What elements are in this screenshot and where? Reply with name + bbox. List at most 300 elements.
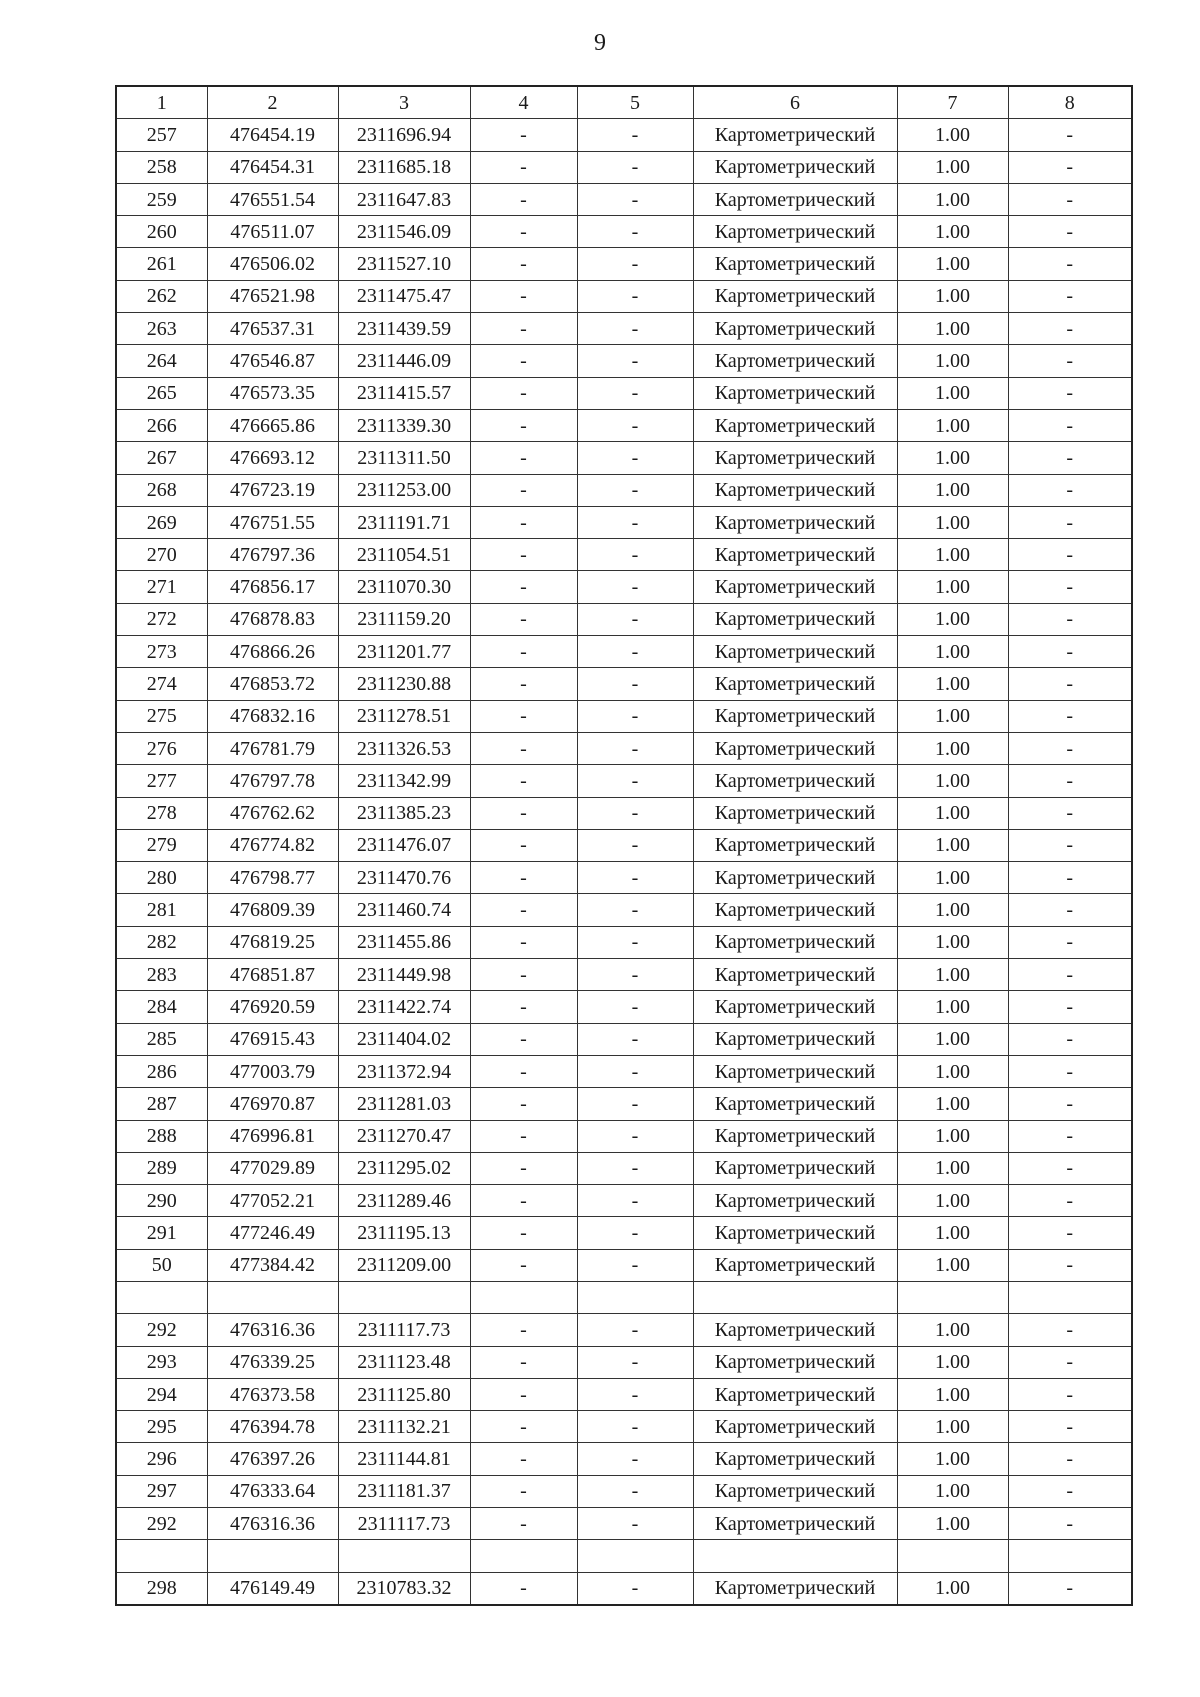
table-body xyxy=(116,119,1132,1605)
y-coordinate-cell: 2311415.57 xyxy=(338,377,470,409)
column-5-cell: - xyxy=(577,280,693,312)
column-5-cell xyxy=(577,1540,693,1572)
x-coordinate-cell: 477003.79 xyxy=(207,1055,338,1087)
column-4-cell: - xyxy=(470,926,577,958)
x-coordinate-cell: 477384.42 xyxy=(207,1249,338,1281)
y-coordinate-cell: 2311372.94 xyxy=(338,1055,470,1087)
method-cell: Картометрический xyxy=(693,765,897,797)
x-coordinate-cell: 476394.78 xyxy=(207,1411,338,1443)
y-coordinate-cell xyxy=(338,1281,470,1313)
column-8-cell: - xyxy=(1008,409,1132,441)
table-row xyxy=(116,1249,1132,1281)
column-8-cell: - xyxy=(1008,1023,1132,1055)
column-5-cell: - xyxy=(577,894,693,926)
point-number-cell: 270 xyxy=(116,539,207,571)
method-cell: Картометрический xyxy=(693,959,897,991)
point-number-cell: 279 xyxy=(116,829,207,861)
accuracy-cell: 1.00 xyxy=(897,732,1008,764)
column-header: 2 xyxy=(207,86,338,119)
column-4-cell: - xyxy=(470,959,577,991)
y-coordinate-cell: 2311476.07 xyxy=(338,829,470,861)
table-row xyxy=(116,1120,1132,1152)
column-header: 4 xyxy=(470,86,577,119)
accuracy-cell: 1.00 xyxy=(897,151,1008,183)
column-5-cell: - xyxy=(577,313,693,345)
y-coordinate-cell: 2311696.94 xyxy=(338,119,470,151)
table-row xyxy=(116,1152,1132,1184)
method-cell: Картометрический xyxy=(693,1314,897,1346)
y-coordinate-cell: 2311132.21 xyxy=(338,1411,470,1443)
method-cell: Картометрический xyxy=(693,313,897,345)
accuracy-cell: 1.00 xyxy=(897,1411,1008,1443)
method-cell: Картометрический xyxy=(693,1572,897,1605)
point-number-cell: 298 xyxy=(116,1572,207,1605)
column-5-cell xyxy=(577,1281,693,1313)
point-number-cell: 297 xyxy=(116,1475,207,1507)
method-cell: Картометрический xyxy=(693,183,897,215)
table-row xyxy=(116,248,1132,280)
column-4-cell xyxy=(470,1281,577,1313)
column-5-cell: - xyxy=(577,862,693,894)
column-5-cell: - xyxy=(577,1185,693,1217)
column-8-cell xyxy=(1008,1281,1132,1313)
table-row xyxy=(116,732,1132,764)
method-cell: Картометрический xyxy=(693,1055,897,1087)
table-row xyxy=(116,442,1132,474)
table-row xyxy=(116,926,1132,958)
column-8-cell: - xyxy=(1008,765,1132,797)
y-coordinate-cell: 2311404.02 xyxy=(338,1023,470,1055)
accuracy-cell xyxy=(897,1540,1008,1572)
column-8-cell: - xyxy=(1008,1411,1132,1443)
accuracy-cell: 1.00 xyxy=(897,571,1008,603)
column-8-cell: - xyxy=(1008,377,1132,409)
point-number-cell: 265 xyxy=(116,377,207,409)
x-coordinate-cell: 476751.55 xyxy=(207,506,338,538)
column-5-cell: - xyxy=(577,248,693,280)
column-8-cell: - xyxy=(1008,829,1132,861)
accuracy-cell: 1.00 xyxy=(897,636,1008,668)
accuracy-cell: 1.00 xyxy=(897,991,1008,1023)
column-4-cell: - xyxy=(470,1249,577,1281)
column-8-cell: - xyxy=(1008,571,1132,603)
accuracy-cell: 1.00 xyxy=(897,668,1008,700)
column-8-cell: - xyxy=(1008,1346,1132,1378)
column-4-cell: - xyxy=(470,765,577,797)
accuracy-cell: 1.00 xyxy=(897,474,1008,506)
point-number-cell: 292 xyxy=(116,1314,207,1346)
point-number-cell: 268 xyxy=(116,474,207,506)
column-8-cell: - xyxy=(1008,1185,1132,1217)
column-4-cell: - xyxy=(470,1120,577,1152)
column-5-cell: - xyxy=(577,1217,693,1249)
y-coordinate-cell: 2311546.09 xyxy=(338,216,470,248)
x-coordinate-cell: 476546.87 xyxy=(207,345,338,377)
point-number-cell: 271 xyxy=(116,571,207,603)
y-coordinate-cell: 2311475.47 xyxy=(338,280,470,312)
method-cell: Картометрический xyxy=(693,119,897,151)
y-coordinate-cell: 2311144.81 xyxy=(338,1443,470,1475)
point-number-cell: 291 xyxy=(116,1217,207,1249)
x-coordinate-cell: 476797.36 xyxy=(207,539,338,571)
y-coordinate-cell: 2311385.23 xyxy=(338,797,470,829)
column-5-cell: - xyxy=(577,1411,693,1443)
x-coordinate-cell: 476316.36 xyxy=(207,1508,338,1540)
accuracy-cell: 1.00 xyxy=(897,1572,1008,1605)
column-4-cell: - xyxy=(470,183,577,215)
x-coordinate-cell: 476920.59 xyxy=(207,991,338,1023)
accuracy-cell: 1.00 xyxy=(897,797,1008,829)
coordinates-table xyxy=(115,85,1133,1606)
column-5-cell: - xyxy=(577,571,693,603)
table-row xyxy=(116,862,1132,894)
method-cell: Картометрический xyxy=(693,991,897,1023)
method-cell: Картометрический xyxy=(693,377,897,409)
point-number-cell: 288 xyxy=(116,1120,207,1152)
point-number-cell: 294 xyxy=(116,1378,207,1410)
column-4-cell: - xyxy=(470,1055,577,1087)
point-number-cell: 286 xyxy=(116,1055,207,1087)
column-5-cell: - xyxy=(577,216,693,248)
column-8-cell: - xyxy=(1008,926,1132,958)
column-5-cell: - xyxy=(577,797,693,829)
y-coordinate-cell: 2311123.48 xyxy=(338,1346,470,1378)
table-row xyxy=(116,894,1132,926)
column-5-cell: - xyxy=(577,1378,693,1410)
point-number-cell xyxy=(116,1281,207,1313)
column-4-cell: - xyxy=(470,248,577,280)
column-8-cell: - xyxy=(1008,1055,1132,1087)
column-4-cell: - xyxy=(470,442,577,474)
y-coordinate-cell: 2311685.18 xyxy=(338,151,470,183)
column-8-cell: - xyxy=(1008,668,1132,700)
column-8-cell xyxy=(1008,1540,1132,1572)
x-coordinate-cell: 476878.83 xyxy=(207,603,338,635)
column-5-cell: - xyxy=(577,539,693,571)
method-cell: Картометрический xyxy=(693,862,897,894)
column-8-cell: - xyxy=(1008,119,1132,151)
accuracy-cell: 1.00 xyxy=(897,1508,1008,1540)
x-coordinate-cell: 476454.19 xyxy=(207,119,338,151)
table-row xyxy=(116,571,1132,603)
x-coordinate-cell: 476537.31 xyxy=(207,313,338,345)
column-header: 3 xyxy=(338,86,470,119)
column-8-cell: - xyxy=(1008,345,1132,377)
x-coordinate-cell: 476551.54 xyxy=(207,183,338,215)
column-4-cell: - xyxy=(470,829,577,861)
accuracy-cell: 1.00 xyxy=(897,894,1008,926)
y-coordinate-cell: 2311527.10 xyxy=(338,248,470,280)
method-cell: Картометрический xyxy=(693,1475,897,1507)
accuracy-cell: 1.00 xyxy=(897,1055,1008,1087)
point-number-cell: 262 xyxy=(116,280,207,312)
column-5-cell: - xyxy=(577,345,693,377)
column-8-cell: - xyxy=(1008,1314,1132,1346)
accuracy-cell: 1.00 xyxy=(897,700,1008,732)
method-cell: Картометрический xyxy=(693,636,897,668)
column-8-cell: - xyxy=(1008,894,1132,926)
column-4-cell: - xyxy=(470,636,577,668)
table-row xyxy=(116,1185,1132,1217)
y-coordinate-cell: 2311117.73 xyxy=(338,1508,470,1540)
method-cell: Картометрический xyxy=(693,829,897,861)
table-row xyxy=(116,183,1132,215)
point-number-cell: 292 xyxy=(116,1508,207,1540)
accuracy-cell xyxy=(897,1281,1008,1313)
column-4-cell xyxy=(470,1540,577,1572)
point-number-cell: 273 xyxy=(116,636,207,668)
column-header: 5 xyxy=(577,86,693,119)
column-4-cell: - xyxy=(470,894,577,926)
y-coordinate-cell: 2311209.00 xyxy=(338,1249,470,1281)
point-number-cell: 296 xyxy=(116,1443,207,1475)
column-5-cell: - xyxy=(577,409,693,441)
accuracy-cell: 1.00 xyxy=(897,829,1008,861)
accuracy-cell: 1.00 xyxy=(897,959,1008,991)
accuracy-cell: 1.00 xyxy=(897,248,1008,280)
x-coordinate-cell: 476723.19 xyxy=(207,474,338,506)
x-coordinate-cell: 476798.77 xyxy=(207,862,338,894)
column-header: 1 xyxy=(116,86,207,119)
column-header: 7 xyxy=(897,86,1008,119)
point-number-cell: 272 xyxy=(116,603,207,635)
column-4-cell: - xyxy=(470,1508,577,1540)
method-cell: Картометрический xyxy=(693,151,897,183)
column-5-cell: - xyxy=(577,668,693,700)
column-5-cell: - xyxy=(577,926,693,958)
point-number-cell: 261 xyxy=(116,248,207,280)
column-5-cell: - xyxy=(577,442,693,474)
table-row xyxy=(116,1443,1132,1475)
y-coordinate-cell: 2311191.71 xyxy=(338,506,470,538)
accuracy-cell: 1.00 xyxy=(897,442,1008,474)
x-coordinate-cell: 476915.43 xyxy=(207,1023,338,1055)
accuracy-cell: 1.00 xyxy=(897,377,1008,409)
x-coordinate-cell: 476511.07 xyxy=(207,216,338,248)
column-5-cell: - xyxy=(577,1023,693,1055)
accuracy-cell: 1.00 xyxy=(897,1443,1008,1475)
y-coordinate-cell: 2311125.80 xyxy=(338,1378,470,1410)
column-8-cell: - xyxy=(1008,1508,1132,1540)
x-coordinate-cell: 476149.49 xyxy=(207,1572,338,1605)
accuracy-cell: 1.00 xyxy=(897,1120,1008,1152)
column-8-cell: - xyxy=(1008,603,1132,635)
point-number-cell: 276 xyxy=(116,732,207,764)
column-5-cell: - xyxy=(577,1346,693,1378)
column-5-cell: - xyxy=(577,636,693,668)
y-coordinate-cell: 2311295.02 xyxy=(338,1152,470,1184)
column-header: 8 xyxy=(1008,86,1132,119)
column-5-cell: - xyxy=(577,1443,693,1475)
column-5-cell: - xyxy=(577,829,693,861)
column-8-cell: - xyxy=(1008,1217,1132,1249)
method-cell: Картометрический xyxy=(693,474,897,506)
y-coordinate-cell: 2311281.03 xyxy=(338,1088,470,1120)
column-4-cell: - xyxy=(470,1217,577,1249)
method-cell: Картометрический xyxy=(693,894,897,926)
point-number-cell: 275 xyxy=(116,700,207,732)
method-cell: Картометрический xyxy=(693,732,897,764)
method-cell: Картометрический xyxy=(693,442,897,474)
y-coordinate-cell: 2311070.30 xyxy=(338,571,470,603)
y-coordinate-cell: 2311449.98 xyxy=(338,959,470,991)
method-cell: Картометрический xyxy=(693,1023,897,1055)
column-8-cell: - xyxy=(1008,506,1132,538)
point-number-cell: 259 xyxy=(116,183,207,215)
method-cell: Картометрический xyxy=(693,1411,897,1443)
table-row xyxy=(116,345,1132,377)
column-5-cell: - xyxy=(577,1055,693,1087)
table-header xyxy=(116,86,1132,119)
y-coordinate-cell: 2311311.50 xyxy=(338,442,470,474)
column-4-cell: - xyxy=(470,1378,577,1410)
x-coordinate-cell: 476506.02 xyxy=(207,248,338,280)
column-5-cell: - xyxy=(577,1152,693,1184)
table-row xyxy=(116,1378,1132,1410)
method-cell: Картометрический xyxy=(693,506,897,538)
column-4-cell: - xyxy=(470,345,577,377)
column-4-cell: - xyxy=(470,1088,577,1120)
column-8-cell: - xyxy=(1008,1378,1132,1410)
y-coordinate-cell: 2311195.13 xyxy=(338,1217,470,1249)
method-cell: Картометрический xyxy=(693,539,897,571)
accuracy-cell: 1.00 xyxy=(897,1475,1008,1507)
table-row xyxy=(116,991,1132,1023)
x-coordinate-cell xyxy=(207,1281,338,1313)
method-cell: Картометрический xyxy=(693,926,897,958)
page-number: 9 xyxy=(594,30,606,56)
point-number-cell: 257 xyxy=(116,119,207,151)
accuracy-cell: 1.00 xyxy=(897,1185,1008,1217)
method-cell: Картометрический xyxy=(693,668,897,700)
column-5-cell: - xyxy=(577,1314,693,1346)
accuracy-cell: 1.00 xyxy=(897,1088,1008,1120)
y-coordinate-cell: 2311270.47 xyxy=(338,1120,470,1152)
accuracy-cell: 1.00 xyxy=(897,1023,1008,1055)
table-row xyxy=(116,280,1132,312)
x-coordinate-cell: 477052.21 xyxy=(207,1185,338,1217)
point-number-cell: 295 xyxy=(116,1411,207,1443)
table-row xyxy=(116,829,1132,861)
y-coordinate-cell: 2311460.74 xyxy=(338,894,470,926)
table-row xyxy=(116,668,1132,700)
column-4-cell: - xyxy=(470,1346,577,1378)
accuracy-cell: 1.00 xyxy=(897,1217,1008,1249)
column-4-cell: - xyxy=(470,1023,577,1055)
x-coordinate-cell: 476851.87 xyxy=(207,959,338,991)
y-coordinate-cell: 2311470.76 xyxy=(338,862,470,894)
column-8-cell: - xyxy=(1008,636,1132,668)
table-row xyxy=(116,1217,1132,1249)
column-4-cell: - xyxy=(470,1185,577,1217)
table-row xyxy=(116,700,1132,732)
column-8-cell: - xyxy=(1008,797,1132,829)
table-row xyxy=(116,474,1132,506)
column-8-cell: - xyxy=(1008,216,1132,248)
y-coordinate-cell: 2311054.51 xyxy=(338,539,470,571)
column-8-cell: - xyxy=(1008,1572,1132,1605)
table-row xyxy=(116,377,1132,409)
column-8-cell: - xyxy=(1008,183,1132,215)
method-cell: Картометрический xyxy=(693,1346,897,1378)
column-8-cell: - xyxy=(1008,280,1132,312)
method-cell xyxy=(693,1281,897,1313)
y-coordinate-cell: 2311446.09 xyxy=(338,345,470,377)
accuracy-cell: 1.00 xyxy=(897,409,1008,441)
x-coordinate-cell: 476762.62 xyxy=(207,797,338,829)
column-4-cell: - xyxy=(470,474,577,506)
x-coordinate-cell: 476573.35 xyxy=(207,377,338,409)
point-number-cell: 277 xyxy=(116,765,207,797)
x-coordinate-cell: 476866.26 xyxy=(207,636,338,668)
y-coordinate-cell: 2311439.59 xyxy=(338,313,470,345)
column-4-cell: - xyxy=(470,409,577,441)
accuracy-cell: 1.00 xyxy=(897,280,1008,312)
column-8-cell: - xyxy=(1008,959,1132,991)
table-row xyxy=(116,1088,1132,1120)
column-8-cell: - xyxy=(1008,732,1132,764)
x-coordinate-cell xyxy=(207,1540,338,1572)
method-cell: Картометрический xyxy=(693,345,897,377)
x-coordinate-cell: 476797.78 xyxy=(207,765,338,797)
point-number-cell: 269 xyxy=(116,506,207,538)
accuracy-cell: 1.00 xyxy=(897,216,1008,248)
y-coordinate-cell: 2311455.86 xyxy=(338,926,470,958)
column-4-cell: - xyxy=(470,700,577,732)
point-number-cell: 266 xyxy=(116,409,207,441)
column-4-cell: - xyxy=(470,506,577,538)
column-5-cell: - xyxy=(577,732,693,764)
x-coordinate-cell: 476521.98 xyxy=(207,280,338,312)
y-coordinate-cell: 2310783.32 xyxy=(338,1572,470,1605)
table-row xyxy=(116,216,1132,248)
table-row xyxy=(116,603,1132,635)
column-5-cell: - xyxy=(577,1508,693,1540)
x-coordinate-cell: 476996.81 xyxy=(207,1120,338,1152)
method-cell: Картометрический xyxy=(693,797,897,829)
accuracy-cell: 1.00 xyxy=(897,765,1008,797)
separator-row xyxy=(116,1281,1132,1313)
x-coordinate-cell: 476373.58 xyxy=(207,1378,338,1410)
accuracy-cell: 1.00 xyxy=(897,1346,1008,1378)
method-cell: Картометрический xyxy=(693,216,897,248)
accuracy-cell: 1.00 xyxy=(897,506,1008,538)
method-cell: Картометрический xyxy=(693,571,897,603)
method-cell: Картометрический xyxy=(693,409,897,441)
method-cell: Картометрический xyxy=(693,1249,897,1281)
point-number-cell: 281 xyxy=(116,894,207,926)
y-coordinate-cell: 2311278.51 xyxy=(338,700,470,732)
table-row xyxy=(116,539,1132,571)
y-coordinate-cell: 2311647.83 xyxy=(338,183,470,215)
method-cell: Картометрический xyxy=(693,280,897,312)
column-4-cell: - xyxy=(470,732,577,764)
column-5-cell: - xyxy=(577,1475,693,1507)
column-8-cell: - xyxy=(1008,151,1132,183)
table-row xyxy=(116,797,1132,829)
y-coordinate-cell: 2311159.20 xyxy=(338,603,470,635)
column-4-cell: - xyxy=(470,1411,577,1443)
point-number-cell: 287 xyxy=(116,1088,207,1120)
x-coordinate-cell: 476832.16 xyxy=(207,700,338,732)
accuracy-cell: 1.00 xyxy=(897,926,1008,958)
column-8-cell: - xyxy=(1008,1443,1132,1475)
separator-row xyxy=(116,1540,1132,1572)
method-cell: Картометрический xyxy=(693,248,897,280)
point-number-cell: 284 xyxy=(116,991,207,1023)
y-coordinate-cell: 2311230.88 xyxy=(338,668,470,700)
table-row xyxy=(116,1346,1132,1378)
